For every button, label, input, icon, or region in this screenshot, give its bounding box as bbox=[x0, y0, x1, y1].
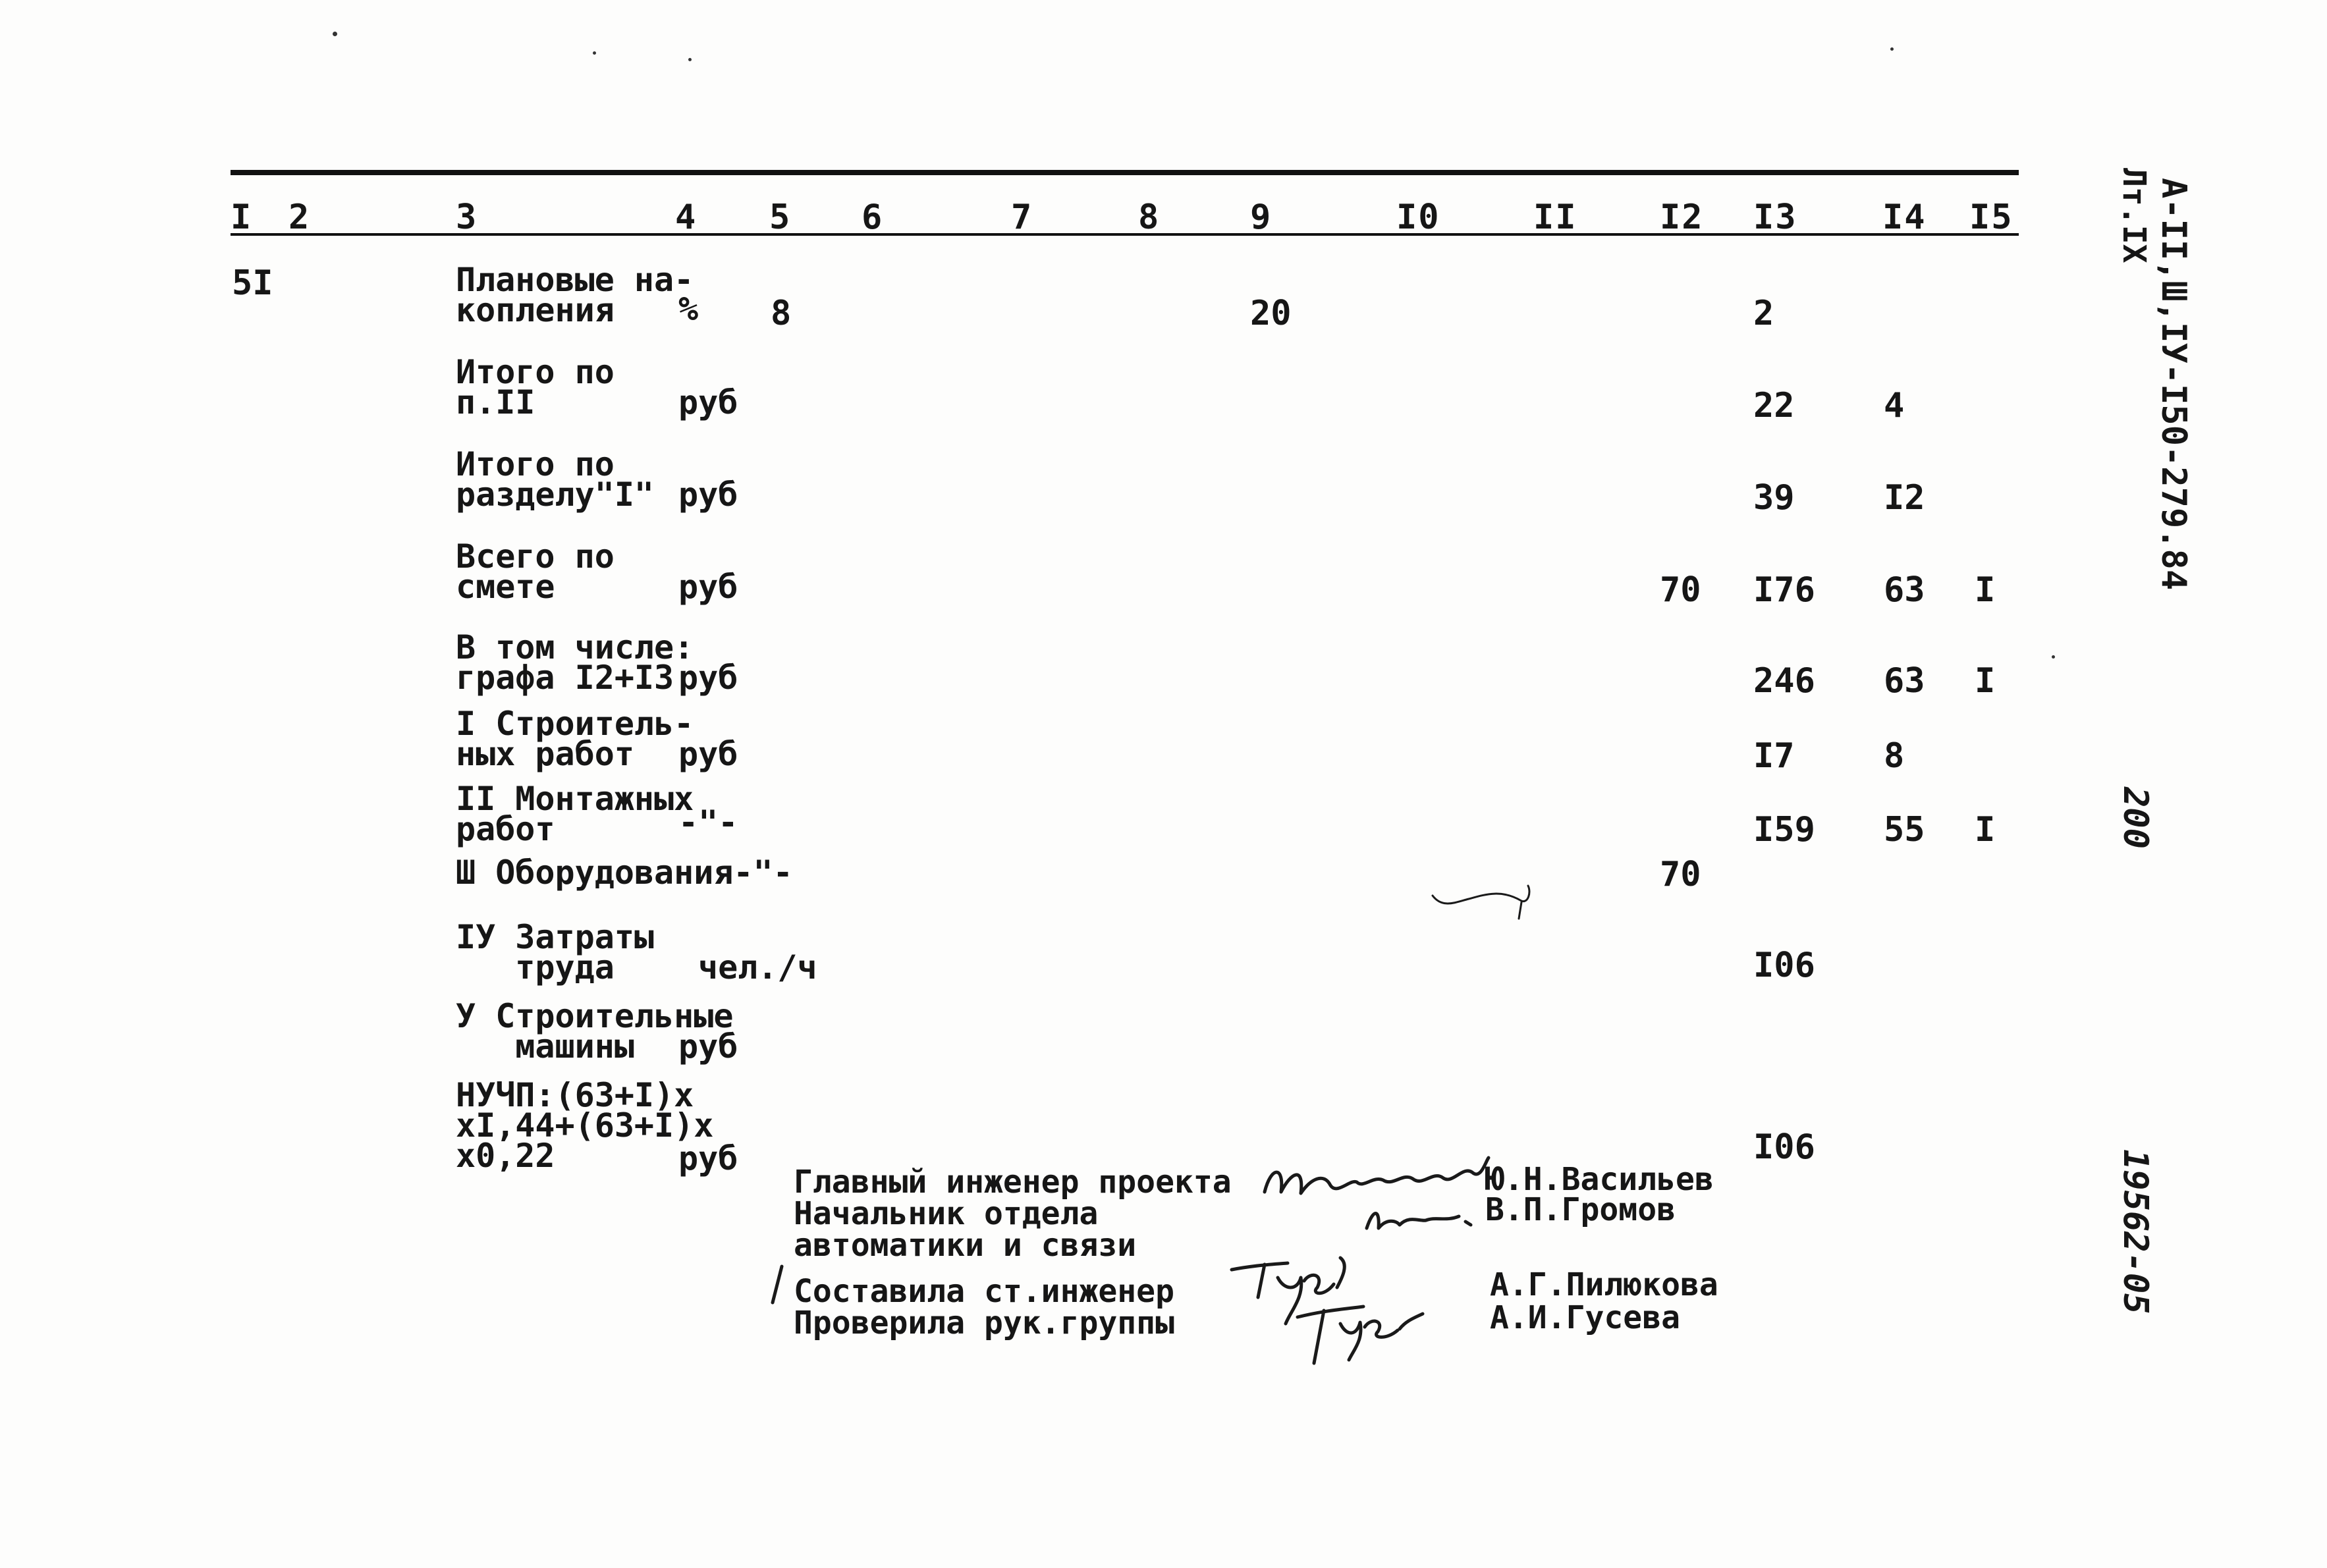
col-header-8: 8 bbox=[1138, 198, 1161, 237]
row-label-line1: IУ Затраты bbox=[456, 918, 655, 956]
document-code: А-II,Ш,IУ-I50-279.84 bbox=[2154, 178, 2193, 591]
row-label-line1: У Строительные bbox=[456, 997, 734, 1035]
col-header-4: 4 bbox=[675, 198, 698, 237]
col-header-1: I bbox=[231, 198, 253, 237]
col-header-13: I3 bbox=[1753, 198, 1797, 237]
signature-name: Ю.Н.Васильев bbox=[1485, 1161, 1714, 1198]
handwritten-signature bbox=[1225, 1251, 1436, 1370]
scan-speck bbox=[1890, 47, 1894, 51]
row-label-line1: Итого по bbox=[456, 445, 615, 483]
col13-value: I59 bbox=[1753, 810, 1815, 850]
row-label-line2: ных работ bbox=[456, 735, 634, 773]
scan-speck bbox=[593, 51, 596, 55]
row-label-line1: В том числе: bbox=[456, 628, 694, 666]
row-label-line2: хI,44+(63+I)х bbox=[456, 1106, 714, 1145]
row-label-line3: х0,22 bbox=[456, 1137, 555, 1175]
sheet-label: Лт.IX bbox=[2116, 168, 2152, 263]
col-header-7: 7 bbox=[1011, 198, 1033, 237]
col13-value: 2 bbox=[1753, 294, 1774, 333]
col12-value: 70 bbox=[1660, 855, 1701, 894]
signature-name: А.И.Гусева bbox=[1490, 1299, 1680, 1336]
archive-number: 19562-05 bbox=[2116, 1149, 2155, 1314]
col14-value: I2 bbox=[1884, 478, 1925, 518]
col14-value: 63 bbox=[1884, 570, 1925, 610]
signature-name: А.Г.Пилюкова bbox=[1490, 1266, 1718, 1303]
row-number: 5I bbox=[232, 263, 273, 303]
header-bottom-rule bbox=[231, 233, 2019, 236]
col13-value: I76 bbox=[1753, 570, 1815, 610]
row-label-line1: НУЧП:(63+I)х bbox=[456, 1076, 694, 1114]
row-label-line2: машины bbox=[456, 1027, 634, 1066]
col-header-10: I0 bbox=[1396, 198, 1440, 237]
row-label-line2: смете bbox=[456, 568, 555, 606]
row-label-line2: копления bbox=[456, 291, 615, 329]
signature-name: В.П.Громов bbox=[1485, 1191, 1676, 1228]
col13-value: I06 bbox=[1753, 1127, 1815, 1167]
col12-value: 70 bbox=[1660, 570, 1701, 610]
row-unit: руб bbox=[678, 659, 738, 697]
row-unit: руб bbox=[678, 475, 738, 514]
row-unit: % bbox=[678, 290, 699, 328]
col9-value: 20 bbox=[1250, 294, 1292, 333]
scan-speck bbox=[333, 32, 337, 36]
row-label-line1: II Монтажных bbox=[456, 780, 694, 818]
col13-value: 246 bbox=[1753, 661, 1815, 701]
col13-value: I7 bbox=[1753, 736, 1795, 776]
col-header-9: 9 bbox=[1250, 198, 1273, 237]
row-label-line2: работ bbox=[456, 810, 555, 848]
row-label-line1: I Строитель- bbox=[456, 705, 694, 743]
col5-value: 8 bbox=[771, 294, 792, 333]
row-label-line2: п.II bbox=[456, 383, 535, 421]
col14-value: 55 bbox=[1884, 810, 1925, 850]
row-label-line1: Ш Оборудования-"- bbox=[456, 853, 793, 892]
col13-value: 22 bbox=[1753, 386, 1795, 425]
row-label-line2: разделу"I" bbox=[456, 475, 655, 514]
handwritten-signature bbox=[1360, 1202, 1485, 1241]
row-label-line2: графа I2+I3 bbox=[456, 659, 674, 697]
col13-value: I06 bbox=[1753, 946, 1815, 985]
row-label-line1: Плановые на- bbox=[456, 261, 694, 299]
signature-role: Составила ст.инженер bbox=[794, 1273, 1174, 1310]
scan-speck bbox=[2052, 655, 2055, 659]
page-number: 200 bbox=[2116, 787, 2155, 849]
col-header-12: I2 bbox=[1660, 198, 1704, 237]
row-label-line2: труда bbox=[456, 948, 615, 987]
col13-value: 39 bbox=[1753, 478, 1795, 518]
row-unit: руб bbox=[678, 735, 738, 773]
signature-role: Проверила рук.группы bbox=[794, 1305, 1174, 1341]
col15-value: I bbox=[1975, 661, 1996, 701]
row-unit: руб bbox=[678, 1139, 738, 1177]
col-header-3: 3 bbox=[456, 198, 478, 237]
signature-role: автоматики и связи bbox=[794, 1227, 1137, 1264]
col-header-2: 2 bbox=[288, 198, 311, 237]
col14-value: 8 bbox=[1884, 736, 1905, 776]
row-label-line1: Всего по bbox=[456, 537, 615, 576]
col15-value: I bbox=[1975, 570, 1996, 610]
row-unit: руб bbox=[678, 568, 738, 606]
col-header-15: I5 bbox=[1969, 198, 2013, 237]
col-header-14: I4 bbox=[1882, 198, 1927, 237]
margin-pen-mark bbox=[767, 1263, 787, 1309]
row-unit: руб bbox=[678, 383, 738, 421]
row-label-line1: Итого по bbox=[456, 353, 615, 391]
col14-value: 63 bbox=[1884, 661, 1925, 701]
col14-value: 4 bbox=[1884, 386, 1905, 425]
row-unit: руб bbox=[678, 1027, 738, 1066]
col-header-6: 6 bbox=[862, 198, 884, 237]
table-top-rule bbox=[231, 170, 2019, 175]
row-unit: -"- bbox=[678, 803, 738, 842]
margin-pen-mark bbox=[1429, 882, 1548, 929]
col15-value: I bbox=[1975, 810, 1996, 850]
scan-speck bbox=[688, 58, 692, 61]
signature-role: Начальник отдела bbox=[794, 1195, 1099, 1232]
row-unit: чел./ч bbox=[698, 948, 817, 987]
col-header-11: II bbox=[1533, 198, 1577, 237]
signature-role: Главный инженер проекта bbox=[794, 1164, 1232, 1201]
col-header-5: 5 bbox=[769, 198, 792, 237]
